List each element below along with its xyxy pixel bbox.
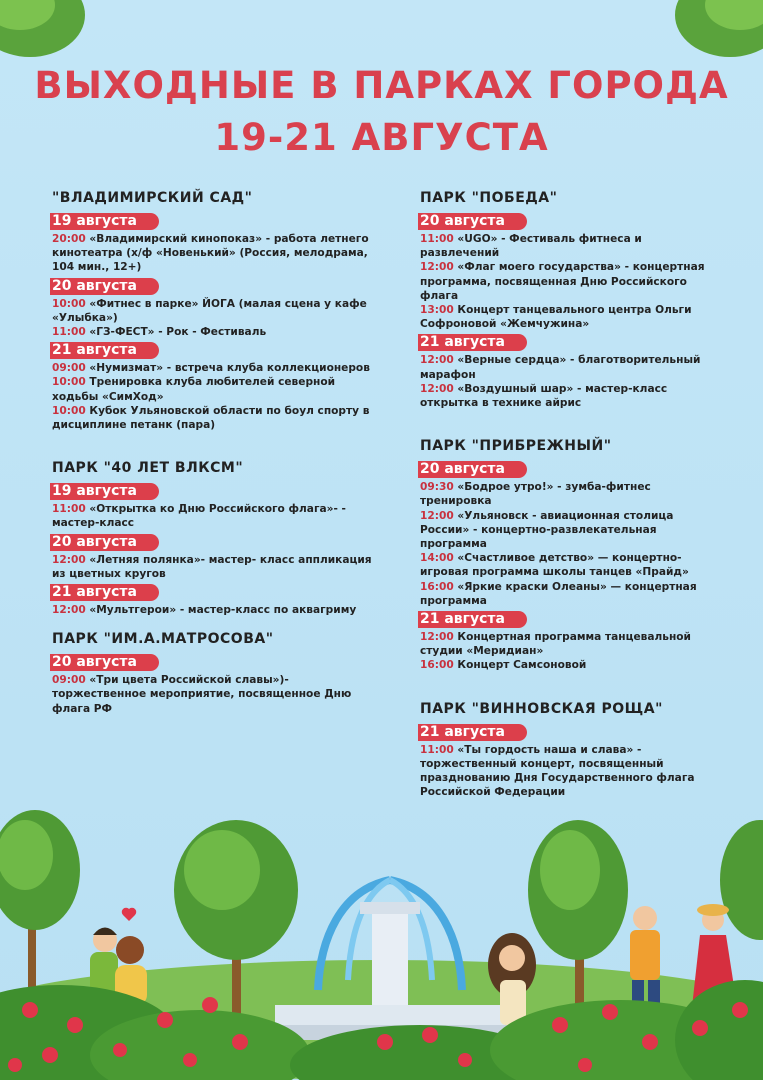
event-item: 09:30 «Бодрое утро!» - зумба-фитнес тренировка: [420, 481, 651, 508]
park-pobeda: [420, 190, 720, 410]
event-item: 11:00 «UGO» - Фестиваль фитнеса и развлечений: [420, 233, 642, 260]
event-item: 12:00 «Ульяновск - авиационная столица России» - концертно-развлекательная программа: [420, 509, 674, 551]
date-badge: 21 августа: [418, 611, 527, 628]
date-badge: 20 августа: [418, 461, 527, 478]
date-badge: 20 августа: [50, 534, 159, 551]
park-scene-illustration: [0, 780, 763, 1080]
left-column: [52, 190, 372, 716]
event-item: 12:00 «Воздушный шар» - мастер-класс открытка в технике айрис: [420, 382, 668, 410]
event-item: 10:00 Кубок Ульяновской области по боул спорту в дисциплине петанк (пара): [52, 404, 370, 432]
right-column: [420, 190, 720, 799]
date-badge: 19 августа: [50, 483, 159, 500]
event-item: 12:00 «Летняя полянка»- мастер- класс аппликация из цветных кругов: [52, 553, 372, 580]
park-im-matrosova: [52, 631, 372, 716]
event-item: 11:00 «Открытка ко Дню Российского флага»- - мастер-класс: [52, 503, 346, 530]
date-badge: 21 августа: [418, 334, 527, 351]
park-name: ПАРК "ПРИБРЕЖНЫЙ": [420, 438, 612, 455]
park-40-let-vlksm: [52, 460, 372, 617]
date-badge: 20 августа: [418, 213, 527, 230]
park-name: ПАРК "40 ЛЕТ ВЛКСМ": [52, 460, 244, 477]
event-item: 10:00 «Фитнес в парке» ЙОГА (малая сцена у кафе «Улыбка»): [52, 297, 367, 324]
date-badge: 19 августа: [50, 213, 159, 230]
corner-tree-right-icon: [670, 0, 763, 65]
park-name: "ВЛАДИМИРСКИЙ САД": [52, 190, 253, 206]
park-name: ПАРК "ИМ.А.МАТРОСОВА": [52, 631, 274, 648]
event-item: 12:00 Концертная программа танцевальной студии «Меридиан»: [420, 631, 691, 658]
poster-title: ВЫХОДНЫЕ В ПАРКАХ ГОРОДА: [34, 64, 729, 107]
event-item: 09:00 «Три цвета Российской славы»)-торжественное мероприятие, посвященное Дню флага РФ: [52, 674, 352, 715]
date-badge: 21 августа: [50, 342, 159, 359]
poster-subtitle-dates: 19-21 АВГУСТА: [214, 116, 549, 159]
park-pribrezhny: [420, 438, 720, 672]
date-badge: 20 августа: [50, 654, 159, 671]
event-item: 11:00 «Ты гордость наша и слава» - торжественный концерт, посвященный празднованию Дня Государственного флага Российской Федерации: [420, 743, 695, 799]
corner-tree-left-icon: [0, 0, 100, 70]
event-item: 14:00 «Счастливое детство» — концертно-игровая программа школы танцев «Прайд»: [420, 552, 689, 579]
date-badge: 21 августа: [50, 584, 159, 601]
event-item: 13:00 Концерт танцевального центра Ольги Софроновой «Жемчужина»: [420, 304, 692, 331]
park-name: ПАРК "ВИННОВСКАЯ РОЩА": [420, 700, 663, 717]
event-item: 10:00 Тренировка клуба любителей северной ходьбы «СимХод»: [52, 376, 336, 403]
park-name: ПАРК "ПОБЕДА": [420, 190, 558, 206]
event-item: 20:00 «Владимирский кинопоказ» - работа летнего кинотеатра (х/ф «Новенький» (Россия, мелодрама, 104 мин., 12+): [52, 233, 369, 274]
event-item: 16:00 «Яркие краски Олеаны» — концертная программа: [420, 580, 697, 607]
fountain-icon: [260, 880, 520, 1040]
event-item: 12:00 «Мультгерои» - мастер-класс по аквагриму: [52, 604, 357, 617]
park-vladimirsky-sad: [52, 190, 372, 432]
date-badge: 20 августа: [50, 278, 159, 295]
event-item: 16:00 Концерт Самсоновой: [420, 659, 587, 672]
event-item: 12:00 «Флаг моего государства» - концертная программа, посвященная Дню Российского флага: [420, 261, 705, 302]
event-item: 09:00 «Нумизмат» - встреча клуба коллекционеров: [52, 362, 370, 375]
event-item: 11:00 «ГЗ-ФЕСТ» - Рок - Фестиваль: [52, 326, 267, 339]
event-item: 12:00 «Верные сердца» - благотворительный марафон: [420, 354, 701, 381]
date-badge: 21 августа: [418, 724, 527, 741]
